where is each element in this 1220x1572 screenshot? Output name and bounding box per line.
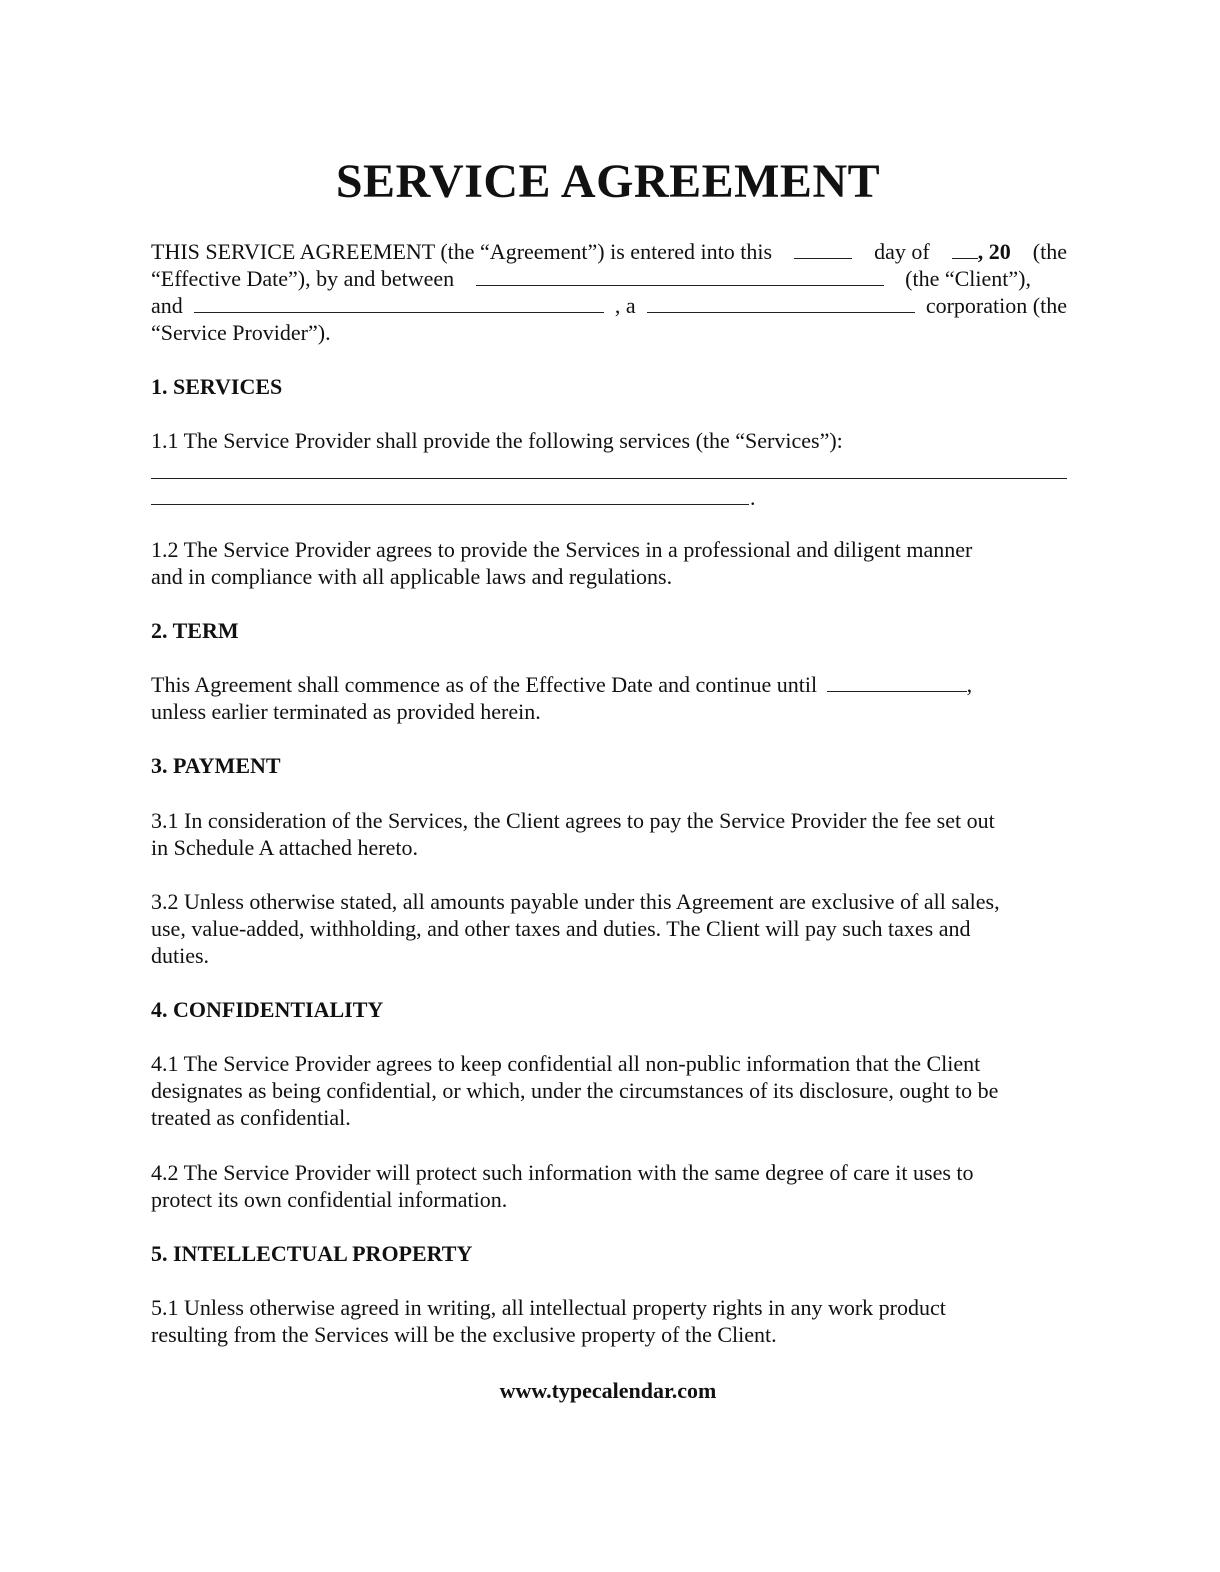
intro-line-4: “Service Provider”). [151, 320, 331, 345]
clause-3-2-line-2: use, value-added, withholding, and other taxes and duties. The Client will pay such taxes and [151, 916, 971, 941]
provider-name-blank[interactable] [194, 293, 604, 313]
intro-text: THIS SERVICE AGREEMENT (the “Agreement”) is entered into this [151, 239, 773, 264]
day-blank[interactable] [794, 239, 852, 259]
clause-1-1: 1.1 The Service Provider shall provide the following services (the “Services”): [151, 428, 843, 453]
section-heading-term: 2. TERM [151, 618, 239, 643]
clause-4-2-line-1: 4.2 The Service Provider will protect such information with the same degree of care it uses to [151, 1160, 974, 1185]
clause-3-1-line-1: 3.1 In consideration of the Services, the Client agrees to pay the Service Provider the fee set out [151, 808, 995, 833]
year-group [952, 238, 1011, 265]
services-blank-line-2[interactable] [151, 504, 749, 505]
clause-4-1-line-3: treated as confidential. [151, 1105, 351, 1130]
intro-line-1 [151, 238, 1067, 265]
jurisdiction-blank[interactable] [647, 293, 915, 313]
term-line-2: unless earlier terminated as provided herein. [151, 699, 541, 724]
end-date-blank[interactable] [827, 672, 967, 692]
section-heading-payment: 3. PAYMENT [151, 753, 281, 778]
clause-1-2-line-1: 1.2 The Service Provider agrees to provide the Services in a professional and diligent manner [151, 537, 973, 562]
intro-text: and [151, 293, 183, 318]
intro-text: day of [874, 239, 930, 264]
intro-text: “Effective Date”), by and between [151, 266, 455, 291]
term-text: This Agreement shall commence as of the Effective Date and continue until [151, 672, 818, 697]
clause-4-1-line-1: 4.1 The Service Provider agrees to keep confidential all non-public information that the Client [151, 1051, 981, 1076]
intro-text: (the “Client”), [905, 266, 1031, 291]
client-name-blank[interactable] [476, 266, 884, 286]
section-heading-confidentiality: 4. CONFIDENTIALITY [151, 997, 384, 1022]
section-heading-services: 1. SERVICES [151, 374, 283, 399]
footer-website-link[interactable]: www.typecalendar.com [499, 1378, 717, 1403]
clause-4-1-line-2: designates as being confidential, or which, under the circumstances of its disclosure, ought to be [151, 1078, 999, 1103]
intro-text: (the [1032, 239, 1067, 264]
services-blank-line-1[interactable] [151, 478, 1067, 479]
intro-text: corporation (the [925, 293, 1067, 318]
clause-5-1-line-2: resulting from the Services will be the exclusive property of the Client. [151, 1322, 777, 1347]
clause-3-1-line-2: in Schedule A attached hereto. [151, 835, 418, 860]
clause-5-1-line-1: 5.1 Unless otherwise agreed in writing, all intellectual property rights in any work product [151, 1295, 946, 1320]
clause-3-2-line-1: 3.2 Unless otherwise stated, all amounts payable under this Agreement are exclusive of all sales, [151, 889, 1000, 914]
clause-1-2-line-2: and in compliance with all applicable laws and regulations. [151, 564, 673, 589]
intro-line-2 [151, 265, 1067, 292]
services-period: . [750, 485, 756, 510]
intro-text: , a [614, 293, 636, 318]
document-title: SERVICE AGREEMENT [335, 155, 881, 208]
term-comma: , [966, 672, 973, 697]
clause-4-2-line-2: protect its own confidential information. [151, 1187, 508, 1212]
section-heading-intellectual-property: 5. INTELLECTUAL PROPERTY [151, 1241, 473, 1266]
intro-line-3 [151, 292, 1067, 319]
clause-3-2-line-3: duties. [151, 943, 210, 968]
term-line-1 [151, 671, 1067, 698]
month-blank[interactable] [952, 239, 978, 259]
year-text: , 20 [977, 239, 1011, 264]
